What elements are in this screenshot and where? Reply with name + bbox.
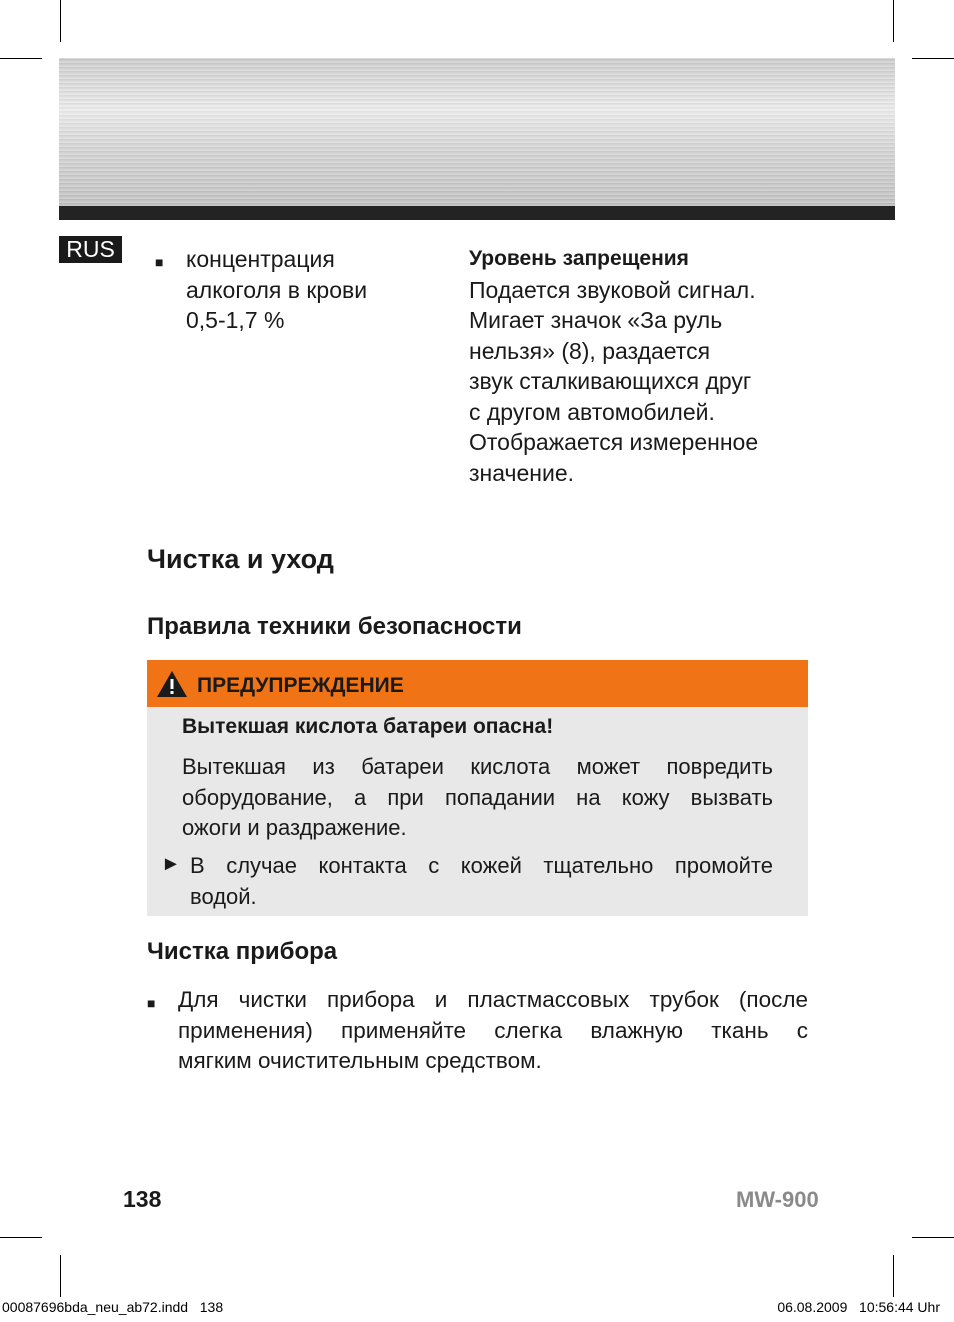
header-texture-band [59, 58, 895, 206]
right-line: с другом автомобилей. [469, 398, 715, 425]
action-arrow-icon: ► [161, 853, 181, 875]
warning-header [147, 660, 808, 707]
section-title: Чистка и уход [147, 544, 334, 574]
cleaning-text [178, 985, 808, 1077]
left-line: алкоголя в крови [186, 276, 368, 303]
crop-mark [60, 1255, 61, 1297]
warning-label: ПРЕДУПРЕЖДЕНИЕ [197, 674, 404, 697]
header-dark-bar [59, 206, 895, 220]
crop-mark [60, 0, 61, 42]
right-line: звук сталкивающихся друг [469, 368, 752, 394]
action-line: В случае контакта с кожей тщательно промойте [190, 853, 773, 878]
warning-body [147, 707, 808, 916]
crop-mark [0, 1237, 42, 1238]
right-line: Подается звуковой сигнал. [469, 276, 756, 303]
warning-action [190, 851, 773, 912]
right-heading: Уровень запрещения [469, 247, 689, 270]
right-line: Отображается измеренное [469, 429, 759, 455]
left-line: концентрация [186, 246, 335, 272]
model-name: MW-900 [736, 1187, 819, 1212]
cleaning-title: Чистка прибора [147, 938, 338, 965]
cleaning-line: Для чистки прибора и пластмассовых трубок (после [178, 987, 808, 1012]
warning-line: ожоги и раздражение. [182, 815, 407, 840]
crop-mark [912, 58, 954, 59]
warning-line: Вытекшая из батареи кислота может повредить [182, 754, 773, 779]
crop-mark [912, 1237, 954, 1238]
warning-line: оборудование, а при попадании на кожу вызвать [182, 784, 773, 810]
safety-title: Правила техники безопасности [147, 613, 522, 640]
crop-mark [893, 1255, 894, 1297]
cleaning-line: применения) применяйте слегка влажную ткань с [178, 1017, 808, 1043]
bullet-square-icon: ■ [147, 995, 156, 1011]
crop-mark [0, 58, 42, 59]
warning-triangle-icon [156, 670, 188, 698]
warning-text [182, 752, 773, 844]
print-date-info: 06.08.2009 10:56:44 Uhr [777, 1299, 940, 1315]
left-line: 0,5-1,7 % [186, 307, 285, 333]
bullet-square-icon: ■ [155, 254, 164, 270]
action-line: водой. [190, 883, 257, 909]
crop-mark [893, 0, 894, 42]
cleaning-line: мягким очистительным средством. [178, 1048, 542, 1073]
right-line: Мигает значок «За руль [469, 307, 723, 333]
right-line: нельзя» (8), раздается [469, 337, 711, 364]
print-file-info: 00087696bda_neu_ab72.indd 138 [2, 1299, 224, 1315]
warning-heading: Вытекшая кислота батареи опасна! [182, 715, 554, 738]
right-column [469, 244, 809, 488]
left-bullet-text [186, 244, 446, 336]
page-number: 138 [123, 1186, 162, 1212]
right-line: значение. [469, 459, 575, 486]
language-badge: RUS [59, 236, 122, 263]
